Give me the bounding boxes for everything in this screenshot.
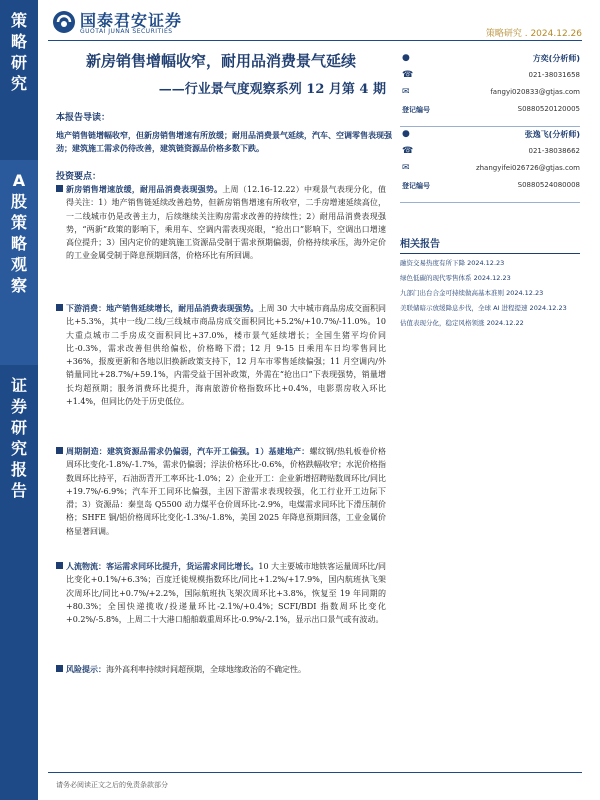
analyst-email[interactable]: zhangyifei026726@gtjas.com (475, 164, 580, 172)
disclaimer-note: 请务必阅读正文之后的免责条款部分 (56, 781, 168, 789)
point-lead: 下游消费：地产销售延续增长，耐用品消费表现强势。 (66, 303, 259, 313)
reg-number: S0880524080008 (517, 181, 580, 189)
sidebar-char: 究 (10, 74, 27, 93)
sidebar-char: 股 (10, 192, 27, 211)
analyst-email[interactable]: fangyi020833@gtjas.com (490, 88, 580, 96)
guide-heading: 本报告导读： (56, 113, 111, 123)
report-guide (56, 110, 396, 182)
analyst-phone: 021-38031658 (528, 71, 580, 79)
bullet-square-icon (56, 447, 63, 454)
related-heading: 相关报告 (400, 235, 580, 254)
bullet-square-icon (56, 665, 63, 672)
analyst-divider (400, 126, 580, 127)
sidebar-char: 策 (10, 11, 27, 30)
sidebar-char: 证 (10, 376, 27, 395)
analyst-card (400, 128, 580, 203)
investment-point (56, 445, 386, 538)
analyst-name: 方奕(分析师) (532, 54, 580, 63)
logo-text-en: GUOTAI JUNAN SECURITIES (80, 28, 173, 35)
analyst-divider (400, 202, 580, 203)
analyst-card (400, 52, 580, 127)
logo-text-cn: 国泰君安证券 (80, 11, 183, 30)
sidebar-block-strategy (0, 0, 38, 160)
related-report-link[interactable]: 九部门出台合金可持续做高基本准则 2024.12.23 (400, 289, 544, 297)
points-heading: 投资要点： (56, 172, 102, 182)
sidebar-block-report (0, 365, 38, 800)
point-text: 螺纹钢/热轧板卷价格周环比变化-1.8%/-1.7%，需求仍偏弱；浮法价格环比-0.6%，价格跌幅收窄；水泥价格指数周环比持平，石油沥青开工率环比-1.0%；2）企业开工：企业新增招聘贴数周环比/同比+19.7%/-6.9%；汽车开工同环比偏强，主因下游需求表现较强，化工行业开工边际下滑；3）资源品：秦皇岛 Q5500 动力煤平仓价周环比-2.9%，电煤需求同环比下滑压制价格；SHFE 铜/铝价格周环比变化-1.3%/-1.8%，美国 2025 年降息预期回落，工业金属价格显著回调。 (66, 447, 386, 536)
investment-point (56, 663, 386, 676)
footer-divider (48, 772, 582, 773)
email-icon: ✉ (402, 87, 410, 97)
investment-point (56, 302, 386, 408)
sidebar-char: 察 (10, 276, 27, 295)
sidebar-char: 观 (10, 255, 27, 274)
related-report-link[interactable]: 融资交易热度有所下降 2024.12.23 (400, 259, 505, 267)
related-report-link[interactable]: 估值表现分化，稳定风格领涨 2024.12.22 (400, 319, 524, 327)
sidebar-char: 研 (10, 418, 27, 437)
reg-label: 登记编号 (402, 182, 430, 190)
related-reports (400, 235, 580, 329)
point-lead: 风险提示： (66, 664, 106, 674)
bullet-square-icon (56, 304, 63, 311)
guide-text: 地产销售链增幅收窄，但新房销售增速有所放缓；耐用品消费景气延续，汽车、空调零售表现强劲；建筑施工需求仍待改善，建筑链资源品价格多数下跌。 (56, 130, 392, 153)
sidebar-char: 券 (10, 397, 27, 416)
sidebar-char: 策 (10, 213, 27, 232)
related-report-link[interactable]: 美联储暗示放缓降息步伐，全球 AI 进程提速 2024.12.23 (400, 304, 567, 312)
point-text: 10 大主要城市地铁客运量周环比/同比变化+0.1%/+6.3%；百度迁徙规模指数环比/同比+1.2%/+17.9%，国内航班执飞架次周环比/同比+0.7%/+2.2%，国际航班执飞架次周环比+3.8%，恢复至 19 年同期的+80.3%；全国快递揽收/投递量环比-2.1%/+0.4%；SCFI/BDI 指数周环比变化+0.2%/-5.8%，上周二十大港口船舶载重周环比-0.9%/-2.1%，显示出口景气或有波动。 (66, 562, 386, 625)
person-icon: ● (402, 129, 410, 139)
person-icon: ● (402, 53, 410, 63)
bullet-square-icon (56, 562, 63, 569)
sidebar-char: 告 (10, 481, 27, 500)
report-category-date: 策略研究 . 2024.12.26 (485, 29, 582, 39)
point-text: 海外高利率持续时间超预期，全球地缘政治的不确定性。 (106, 665, 306, 674)
sidebar-block-a-share (0, 160, 38, 365)
header-divider (48, 40, 582, 41)
phone-icon: ☎ (402, 146, 414, 156)
sidebar-char: 略 (10, 234, 27, 253)
company-logo (52, 8, 242, 38)
investment-point (56, 183, 386, 263)
point-lead: 周期制造：建筑资源品需求仍偏弱，汽车开工偏强。1）基建地产： (66, 446, 310, 456)
point-lead: 人流物流：客运需求同环比提升，货运需求同比增长。 (66, 561, 259, 571)
analyst-name: 张逸飞(分析师) (524, 130, 580, 139)
reg-number: S0880520120005 (517, 105, 580, 113)
logo-icon (52, 10, 76, 34)
report-title: 新房销售增幅收窄，耐用品消费景气延续 (85, 52, 356, 70)
phone-icon: ☎ (402, 70, 414, 80)
sidebar-char: 究 (10, 439, 27, 458)
point-text: 上周（12.16-12.22）中观景气表现分化，值得关注：1）地产销售链延续改善趋势，但新房销售增速有所收窄，二手房增速延续高位，一二线城市仍是改善主力，后续继续关注购房需求改善的持续性；2）耐用品消费表现强势，“两新”政策的影响下，乘用车、空调内需表现亮眼，“抢出口”影响下，空调出口增速高位提升；3）国内定价的建筑施工资源品受制于需求预期偏弱，价格持续承压，海外定价的工业金属受制于降息预期回落，价格环比有所回调。 (66, 185, 386, 261)
related-report-link[interactable]: 绿色低碳的现代零售体系 2024.12.23 (400, 274, 511, 282)
analyst-phone: 021-38038662 (528, 147, 580, 155)
report-subtitle: ——行业景气度观察系列 12 月第 4 期 (158, 82, 386, 97)
sidebar-char: 报 (10, 460, 27, 479)
sidebar-char: A (12, 171, 26, 190)
point-lead: 新房销售增速放缓，耐用品消费表现强势。 (66, 184, 223, 194)
investment-point (56, 560, 386, 626)
bullet-square-icon (56, 185, 63, 192)
sidebar-char: 研 (10, 53, 27, 72)
reg-label: 登记编号 (402, 106, 430, 114)
sidebar-char: 略 (10, 32, 27, 51)
email-icon: ✉ (402, 163, 410, 173)
point-text: 上周 30 大中城市商品房成交面积同比+5.3%，其中一线/二线/三线城市商品房成交面积同比+5.2%/+10.7%/-11.0%。10 大重点城市二手房成交面积同比+37.0%，楼市景气延续增长；全国生猪平均价同比-0.3%，需求改善但供给偏松，价格略下滑；12 月 9-15 日乘用车日均零售同比+36%，报废更新和各地以旧换新政策支持下，12 月车市零售延续偏强；11 月空调内/外销量同比+28.7%/+59.1%，内需受益于国补政策，外需在“抢出口”下表现强势，销量增长均超预期；服务消费环比提升，海南旅游价格指数环比+0.4%，电影票房收入环比+1.4%，但同比仍处于历史低位。 (66, 304, 386, 407)
